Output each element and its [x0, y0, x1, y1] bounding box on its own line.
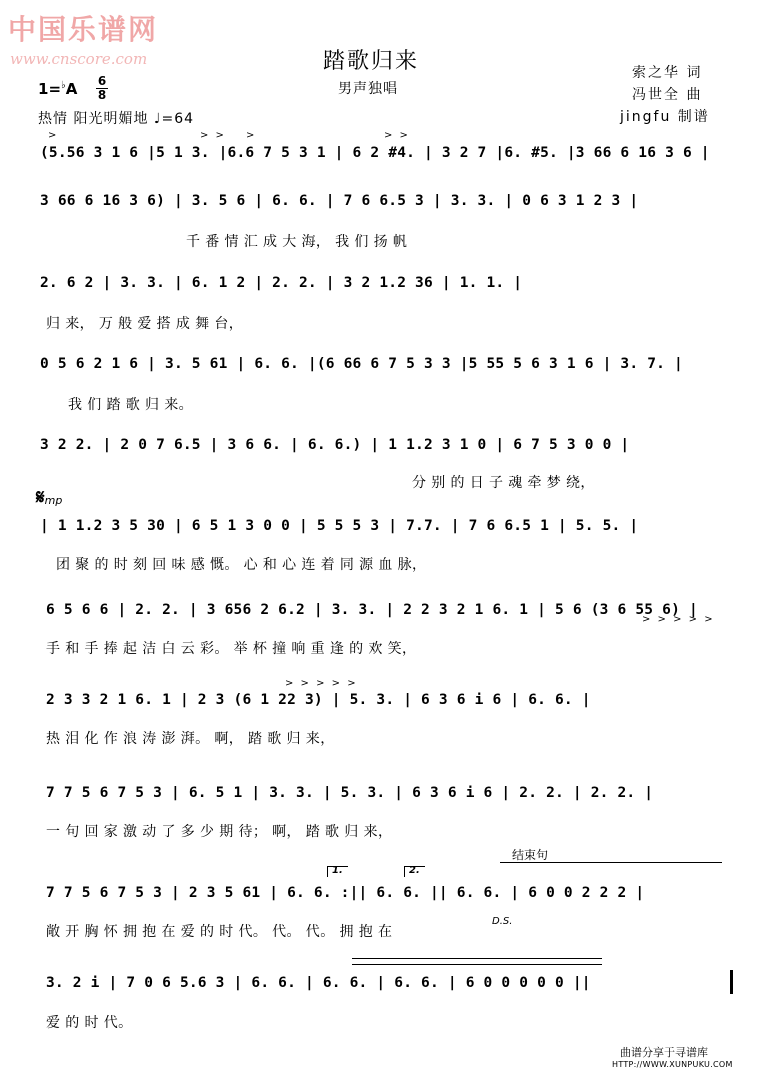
notation-line-11: 3. 2 i | 7 0 6 5.6 3 | 6. 6. | 6. 6. | 6. 6. | 6 0 0 0 0 0 || — [46, 975, 591, 991]
tempo-marking — [38, 108, 194, 128]
lyrics-line-5: 分 别 的 日 子 魂 牵 梦 绕， — [412, 475, 595, 491]
volta-bracket-2: 2. — [404, 866, 425, 877]
notation-line-10: 7 7 5 6 7 5 3 | 2 3 5 61 | 6. 6. :|| 6. 6. || 6. 6. | 6 0 0 2 2 2 | — [46, 885, 645, 901]
footer-label: 曲谱分享于寻谱库 — [620, 1046, 708, 1059]
lyrics-line-8: 热 泪 化 作 浪 涛 澎 湃。 啊， 踏 歌 归 来， — [46, 731, 335, 747]
footer-url: HTTP://WWW.XUNPUKU.COM — [612, 1060, 733, 1069]
notation-line-2: 3 66 6 16 3 6) | 3. 5 6 | 6. 6. | 7 6 6.5 3 | 3. 3. | 0 6 3 1 2 3 | — [40, 193, 639, 209]
lyrics-line-6: 团 聚 的 时 刻 回 味 感 慨。 心 和 心 连 着 同 源 血 脉， — [56, 557, 427, 573]
meter-top: 6 — [97, 74, 107, 88]
accent-marks: > > > > > — [285, 678, 358, 689]
quarter-note-icon: ♩ — [153, 111, 162, 127]
lyrics-line-3: 归 来， 万 般 爱 搭 成 舞 台， — [46, 316, 244, 332]
notation-line-8: 2 3 3 2 1 6. 1 | 2 3 (6 1 22 3) | 5. 3. | 6 3 6 i 6 | 6. 6. | — [46, 692, 591, 708]
key-signature — [38, 80, 77, 98]
flat-icon: ♭ — [61, 80, 66, 91]
arranger-credit: jingfu 制谱 — [620, 109, 710, 125]
notation-line-1: (5.56 3 1 6 |5 1 3. |6.6 7 5 3 1 | 6 2 #4. | 3 2 7 |6. #5. |3 66 6 16 3 6 | — [40, 145, 710, 161]
key-note: A — [65, 80, 78, 98]
accent-marks: > > > > > — [642, 614, 715, 625]
notation-line-9: 7 7 5 6 7 5 3 | 6. 5 1 | 3. 3. | 5. 3. | 6 3 6 i 6 | 2. 2. | 2. 2. | — [46, 785, 654, 801]
dal-segno-mark: D.S. — [492, 916, 513, 927]
segno-mark — [36, 485, 62, 509]
crescendo-line — [352, 958, 602, 959]
lyricist-credit: 索之华 词 — [632, 65, 703, 81]
tempo-value: =64 — [161, 111, 195, 127]
notation-line-4: 0 5 6 2 1 6 | 3. 5 61 | 6. 6. |(6 66 6 7 5 3 3 |5 55 5 6 3 1 6 | 3. 7. | — [40, 356, 683, 372]
lyrics-line-4: 我 们 踏 歌 归 来。 — [68, 397, 194, 413]
crescendo-line — [352, 964, 602, 965]
accent-marks: > > — [200, 130, 226, 141]
segno-icon: 𝄋 — [36, 485, 45, 509]
song-subtitle: 男声独唱 — [338, 81, 398, 97]
accent-marks: > — [48, 130, 59, 141]
song-title: 踏歌归来 — [323, 49, 420, 74]
volta-bracket-1: 1. — [327, 866, 348, 877]
lyrics-line-2: 千 番 情 汇 成 大 海， 我 们 扬 帆 — [186, 234, 408, 250]
lyrics-line-7: 手 和 手 捧 起 洁 白 云 彩。 举 杯 撞 响 重 逢 的 欢 笑， — [46, 641, 417, 657]
time-signature — [96, 76, 108, 101]
notation-line-5: 3 2 2. | 2 0 7 6.5 | 3 6 6. | 6. 6.) | 1 1.2 3 1 0 | 6 7 5 3 0 0 | — [40, 437, 630, 453]
final-barline — [730, 970, 737, 994]
notation-line-7: 6 5 6 6 | 2. 2. | 3 656 2 6.2 | 3. 3. | 2 2 3 2 1 6. 1 | 5 6 (3 6 55 6) | — [46, 602, 698, 618]
notation-line-3: 2. 6 2 | 3. 3. | 6. 1 2 | 2. 2. | 3 2 1.2 36 | 1. 1. | — [40, 275, 523, 291]
key-tonic: 1 — [38, 80, 49, 98]
dynamic-marking: mp — [44, 494, 63, 507]
watermark-site-name: 中国乐谱网 — [8, 13, 159, 46]
lyrics-line-11: 爱 的 时 代。 — [46, 1015, 133, 1031]
notation-line-6: | 1 1.2 3 5 30 | 6 5 1 3 0 0 | 5 5 5 3 | 7.7. | 7 6 6.5 1 | 5. 5. | — [40, 518, 639, 534]
meter-bottom: 8 — [97, 88, 107, 102]
ending-label: 结束句 — [512, 848, 549, 862]
accent-marks: > — [246, 130, 257, 141]
watermark-url: www.cnscore.com — [10, 50, 148, 68]
composer-credit: 冯世全 曲 — [632, 87, 703, 103]
lyrics-line-10: 敞 开 胸 怀 拥 抱 在 爱 的 时 代。 代。 代。 拥 抱 在 — [46, 924, 393, 940]
expression-text: 热情 阳光明媚地 — [38, 111, 149, 127]
key-equals: = — [48, 80, 62, 98]
accent-marks: > > — [384, 130, 410, 141]
lyrics-line-9: 一 句 回 家 激 动 了 多 少 期 待； 啊， 踏 歌 归 来， — [46, 824, 393, 840]
ending-bracket — [500, 862, 722, 863]
